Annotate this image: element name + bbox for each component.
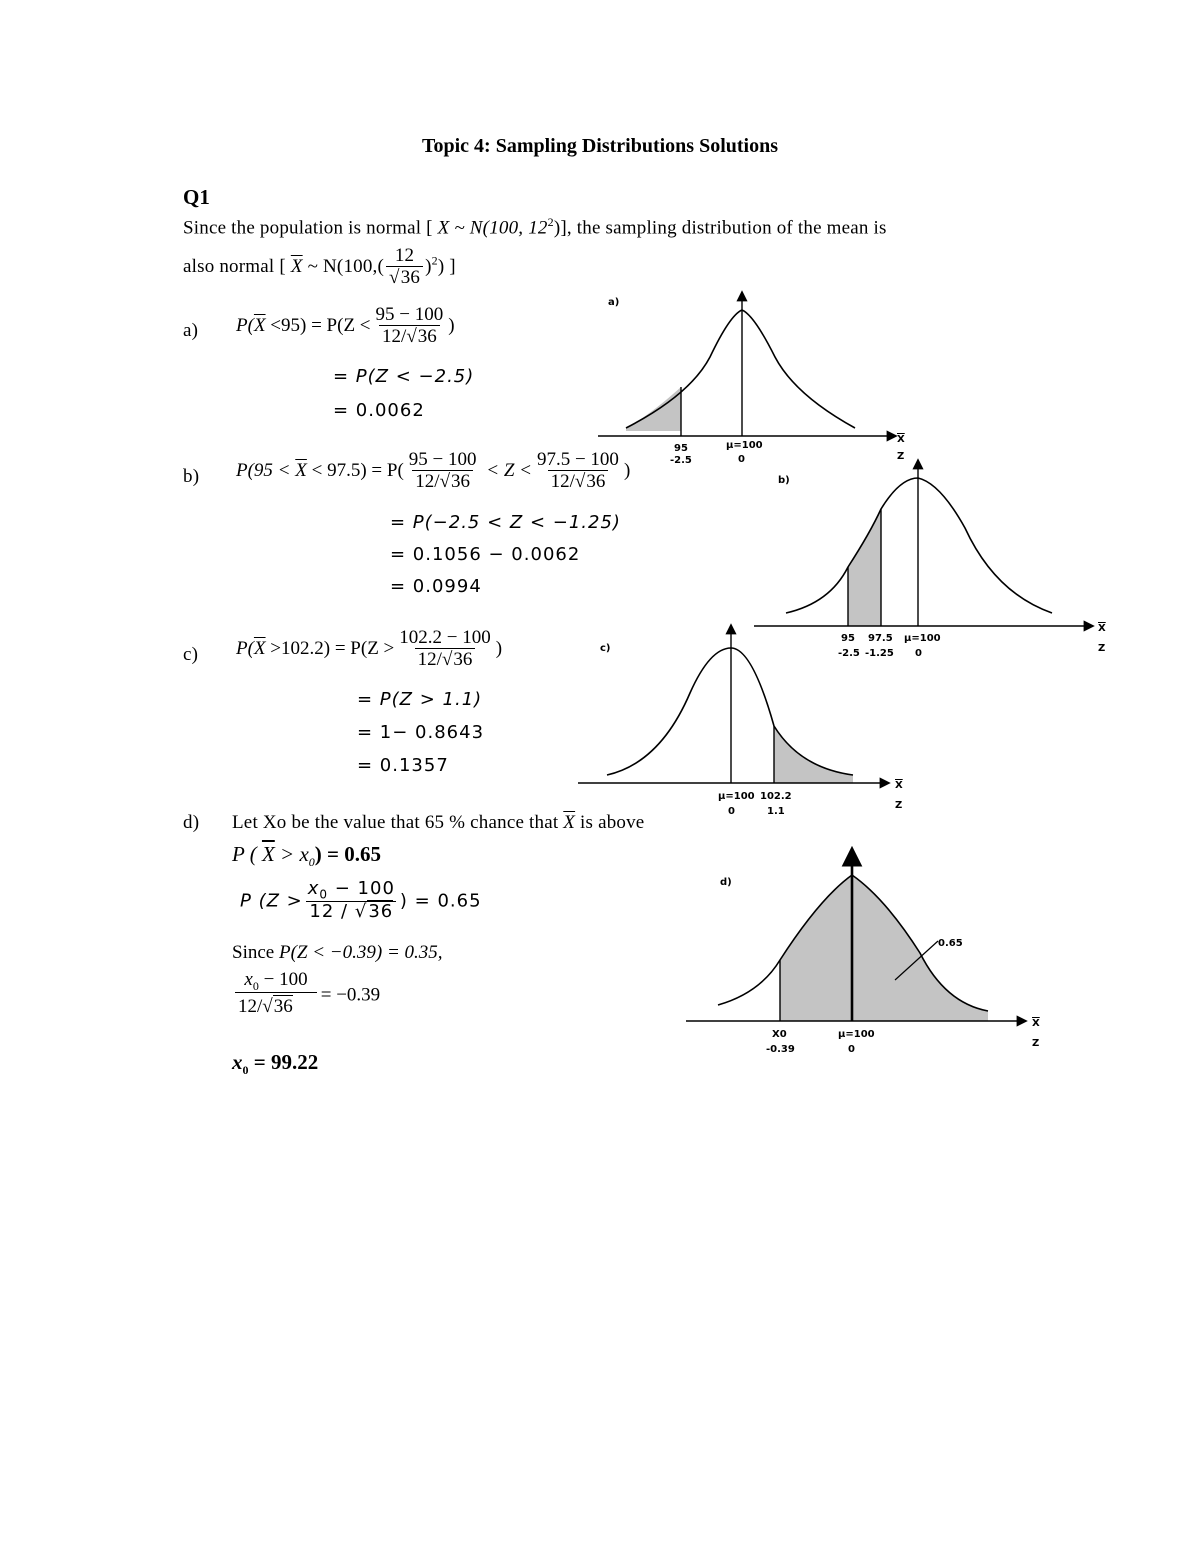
part-b-step-4: = 0.0994 xyxy=(390,576,482,597)
intro-line-2 xyxy=(183,246,456,289)
since-equation: P(Z < −0.39) = 0.35, xyxy=(278,942,443,963)
part-b-step-3: = 0.1056 − 0.0062 xyxy=(390,544,581,565)
part-c-label: c) xyxy=(183,644,199,665)
graph-b-curve xyxy=(786,478,1052,613)
part-d-text-2: is above xyxy=(580,812,645,833)
fraction-denominator: 12/ xyxy=(415,470,440,492)
graph-c-z-label: Z xyxy=(895,800,903,811)
close-paren: ) xyxy=(425,255,432,277)
graph-b-tick-1: 95 xyxy=(841,633,855,644)
x-bar: $\overline{X}$ xyxy=(295,459,307,481)
eq2-fraction: $\frac{x_0 - 100}{12 / √36}$ xyxy=(307,878,395,923)
root-value: 36 xyxy=(453,648,473,670)
close-paren: ) xyxy=(623,459,631,481)
fraction-denominator: 12/ xyxy=(382,325,407,347)
graph-b-z-label: Z xyxy=(1098,643,1106,654)
fraction-numerator: x xyxy=(307,878,320,899)
fraction-numerator: 95 − 100 xyxy=(408,449,477,470)
part-d-label: d) xyxy=(183,812,200,833)
part-a-step-2: = P(Z < −2.5) xyxy=(333,366,475,387)
eq2-lhs: P (Z > xyxy=(240,890,303,912)
part-a-equation xyxy=(236,305,455,348)
graph-d-x-label: X xyxy=(1032,1018,1040,1029)
graph-c-x-label: X xyxy=(895,780,903,791)
close-paren: ) xyxy=(495,637,503,659)
graph-b-x-label: X xyxy=(1098,623,1106,634)
part-b-label: b) xyxy=(183,466,200,487)
part-b-equation xyxy=(236,450,630,493)
part-a-step-3: = 0.0062 xyxy=(333,400,425,421)
part-c-step-3: = 1− 0.8643 xyxy=(357,722,485,743)
fraction-denominator: 12 / xyxy=(309,901,349,923)
close-bracket: ) ] xyxy=(437,255,456,277)
numerator-subscript: 0 xyxy=(319,887,329,902)
part-d-equation-3 xyxy=(236,970,380,1022)
close-paren: ) xyxy=(448,314,455,336)
graph-a-label: a) xyxy=(608,297,620,308)
graph-c-shaded-region xyxy=(774,726,853,783)
graph-c-curve xyxy=(607,648,853,775)
graph-d-tick-2-z: 0 xyxy=(848,1044,855,1055)
intro-text-2: also normal [ xyxy=(183,255,286,277)
fraction-denominator: 36 xyxy=(400,266,421,288)
graph-d-tick-1-z: -0.39 xyxy=(766,1044,795,1055)
sigma-fraction: $\frac{12}{√36}$ xyxy=(386,246,423,289)
eq1-lhs: P ( xyxy=(232,842,257,866)
eq1-rhs: ) = 0.65 xyxy=(314,842,381,866)
result-subscript: 0 xyxy=(242,1063,249,1078)
graph-d xyxy=(680,843,1060,1063)
part-b-fraction-2: $\frac{97.5 - 100}{12/√36}$ xyxy=(534,450,622,493)
fraction-numerator: 95 − 100 xyxy=(375,304,444,325)
intro-text-tail: )], the sampling distribution of the mean is xyxy=(553,217,887,239)
square-exponent: 2 xyxy=(431,253,438,268)
graph-d-z-label: Z xyxy=(1032,1038,1040,1049)
eq1-subscript: 0 xyxy=(308,855,315,870)
intro-formula-2: ~ N(100,( xyxy=(307,255,385,277)
part-d-text-1: Let Xo be the value that 65 % chance that xyxy=(232,812,559,833)
part-d-result xyxy=(232,1050,318,1078)
graph-c-label: c) xyxy=(600,643,611,654)
intro-exponent: 2 xyxy=(547,215,554,229)
root-value: 36 xyxy=(368,901,394,923)
numerator-tail: − 100 xyxy=(258,969,308,990)
graph-b-label: b) xyxy=(778,475,790,486)
eq1-mid: > x xyxy=(280,842,309,866)
graph-b-tick-2: 97.5 xyxy=(868,633,893,644)
graph-c xyxy=(570,618,915,818)
graph-c-tick-2-z: 1.1 xyxy=(767,806,785,817)
intro-formula: X ~ N(100, 12 xyxy=(437,217,548,239)
graph-d-area-label: 0.65 xyxy=(938,938,963,949)
numerator-tail: − 100 xyxy=(328,878,395,899)
graph-a-x-label: X xyxy=(897,434,905,445)
graph-b-tick-3-z: 0 xyxy=(915,648,922,659)
graph-d-tick-1: X0 xyxy=(772,1029,787,1040)
graph-c-tick-2: 102.2 xyxy=(760,791,792,802)
part-b-middle: < Z < xyxy=(486,459,532,481)
intro-text: Since the population is normal [ xyxy=(183,217,433,239)
graph-a-tick-1-z: -2.5 xyxy=(670,455,692,466)
part-a-fraction: $\frac{95 - 100}{12/√36}$ xyxy=(373,305,447,348)
x-bar: $\overline{X}$ xyxy=(253,314,266,336)
part-d-since xyxy=(232,942,443,964)
part-c-lhs-2: >102.2) = P(Z > xyxy=(270,637,395,659)
graph-a-tick-1: 95 xyxy=(674,443,688,454)
x-bar: $\overline{X}$ xyxy=(290,255,303,277)
root-value: 36 xyxy=(417,325,437,347)
question-heading: Q1 xyxy=(183,185,210,209)
since-text: Since xyxy=(232,942,275,963)
part-b-lhs: P(95 < xyxy=(236,459,291,481)
part-d-equation-2 xyxy=(240,880,482,923)
graph-b-tick-2-z: -1.25 xyxy=(865,648,894,659)
eq3-fraction: $\frac{x_0 - 100}{12/√36}$ xyxy=(238,970,314,1022)
part-c-step-2: = P(Z > 1.1) xyxy=(357,689,483,710)
part-c-equation xyxy=(236,628,502,671)
part-b-step-2: = P(−2.5 < Z < −1.25) xyxy=(390,512,621,533)
graph-a-tick-2-z: 0 xyxy=(738,454,745,465)
root-value: 36 xyxy=(451,470,470,492)
intro-line-1 xyxy=(183,215,887,239)
fraction-numerator: 102.2 − 100 xyxy=(399,627,491,648)
graph-a-tick-2: μ=100 xyxy=(726,440,763,451)
x-bar: $\overline{X}$ xyxy=(261,842,275,866)
graph-b-tick-3: μ=100 xyxy=(904,633,941,644)
graph-b-shaded-region xyxy=(848,509,881,626)
fraction-denominator: 12 xyxy=(238,996,257,1018)
result-value: = 99.22 xyxy=(253,1050,319,1074)
numerator-subscript: 0 xyxy=(252,978,259,993)
graph-a-z-label: Z xyxy=(897,451,905,462)
fraction-denominator: 12/ xyxy=(550,470,575,492)
root-value: 36 xyxy=(273,996,293,1018)
part-a-lhs: P( xyxy=(236,314,254,336)
fraction-numerator: 97.5 − 100 xyxy=(536,449,619,470)
part-b-lhs-2: < 97.5) = P( xyxy=(311,459,404,481)
part-b-fraction-1: $\frac{95 - 100}{12/√36}$ xyxy=(406,450,480,493)
part-c-fraction: $\frac{102.2 - 100}{12/√36}$ xyxy=(396,628,493,671)
graph-d-tick-2: μ=100 xyxy=(838,1029,875,1040)
fraction-numerator: x xyxy=(244,969,253,990)
eq3-rhs: = −0.39 xyxy=(320,984,381,1006)
page-title: Topic 4: Sampling Distributions Solutions xyxy=(421,135,779,157)
graph-d-label: d) xyxy=(720,877,732,888)
part-a-lhs-2: <95) = P(Z < xyxy=(270,314,371,336)
part-a-label: a) xyxy=(183,320,199,341)
x-bar: $\overline{X}$ xyxy=(253,637,266,659)
root-value: 36 xyxy=(586,470,606,492)
x-bar: $\overline{X}$ xyxy=(563,812,576,833)
fraction-denominator: 12/ xyxy=(417,648,442,670)
graph-c-tick-1-z: 0 xyxy=(728,806,735,817)
eq2-rhs: ) = 0.65 xyxy=(399,890,482,912)
graph-a xyxy=(590,285,920,470)
result-variable: x xyxy=(232,1050,243,1074)
part-c-step-4: = 0.1357 xyxy=(357,755,449,776)
graph-b-tick-1-z: -2.5 xyxy=(838,648,860,659)
fraction-numerator: 12 xyxy=(394,245,415,266)
part-c-lhs: P( xyxy=(236,637,254,659)
part-d-equation-1 xyxy=(232,842,381,870)
graph-c-tick-1: μ=100 xyxy=(718,791,755,802)
